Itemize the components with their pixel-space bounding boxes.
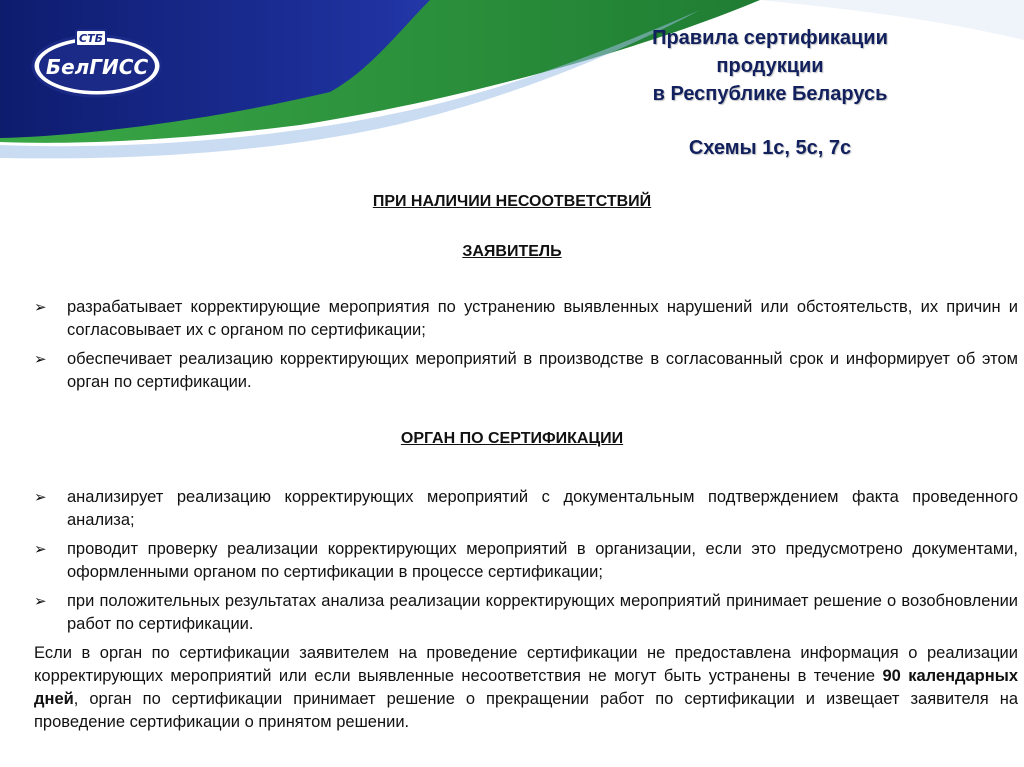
final-paragraph (34, 642, 1018, 734)
list-item-text: разрабатывает корректирующие мероприятия по устранению выявленных нарушений или обстоятельств, их причин и согласовывает их с органом по сертификации; (67, 298, 1018, 339)
heading-certification-body: ОРГАН ПО СЕРТИФИКАЦИИ (400, 430, 624, 447)
list-item-text: проводит проверку реализации корректирующих мероприятий в организации, если это предусмотрено документами, оформленными органом по сертификации в процессе сертификации; (67, 540, 1018, 581)
title-line-1: Правила сертификации (652, 27, 888, 49)
list-item-text: обеспечивает реализацию корректирующих мероприятий в производстве в согласованный срок и информирует об этом орган по сертификации. (67, 350, 1018, 391)
list-item-text: при положительных результатах анализа реализации корректирующих мероприятий принимает решение о возобновлении работ по сертификации. (67, 592, 1018, 633)
final-paragraph-before: Если в орган по сертификации заявителем на проведение сертификации не предоставлена информация о реализации корректирующих мероприятий или если выявленные несоответствия не могут быть устранены в течение (34, 644, 1018, 685)
final-paragraph-emphasis: 90 календарных дней (34, 667, 1018, 708)
arrow-bullet-icon: ➢ (34, 593, 47, 610)
schemes-subtitle: Схемы 1с, 5с, 7с (688, 137, 852, 159)
belgiss-logo (30, 28, 165, 100)
arrow-bullet-icon: ➢ (34, 489, 47, 506)
heading-applicant: ЗАЯВИТЕЛЬ (462, 243, 562, 260)
list-item (34, 590, 1018, 636)
arrow-bullet-icon: ➢ (34, 299, 47, 316)
slide-title (560, 24, 980, 162)
heading-nonconformity: ПРИ НАЛИЧИИ НЕСООТВЕТСТВИЙ (372, 193, 652, 210)
logo-emblem: СТБ (79, 32, 103, 45)
applicant-list (34, 296, 1018, 400)
list-item (34, 538, 1018, 584)
final-paragraph-after: , орган по сертификации принимает решение о прекращении работ по сертификации и извещает заявителя на проведение сертификации о принятом решении. (34, 690, 1018, 731)
certification-body-list (34, 486, 1018, 734)
list-item (34, 296, 1018, 342)
list-item (34, 486, 1018, 532)
title-line-3: в Республике Беларусь (652, 83, 888, 105)
logo-text: БелГИСС (45, 55, 149, 79)
arrow-bullet-icon: ➢ (34, 541, 47, 558)
list-item-text: анализирует реализацию корректирующих мероприятий с документальным подтверждением факта проведенного анализа; (67, 488, 1018, 529)
list-item (34, 348, 1018, 394)
title-line-2: продукции (716, 55, 824, 77)
arrow-bullet-icon: ➢ (34, 351, 47, 368)
